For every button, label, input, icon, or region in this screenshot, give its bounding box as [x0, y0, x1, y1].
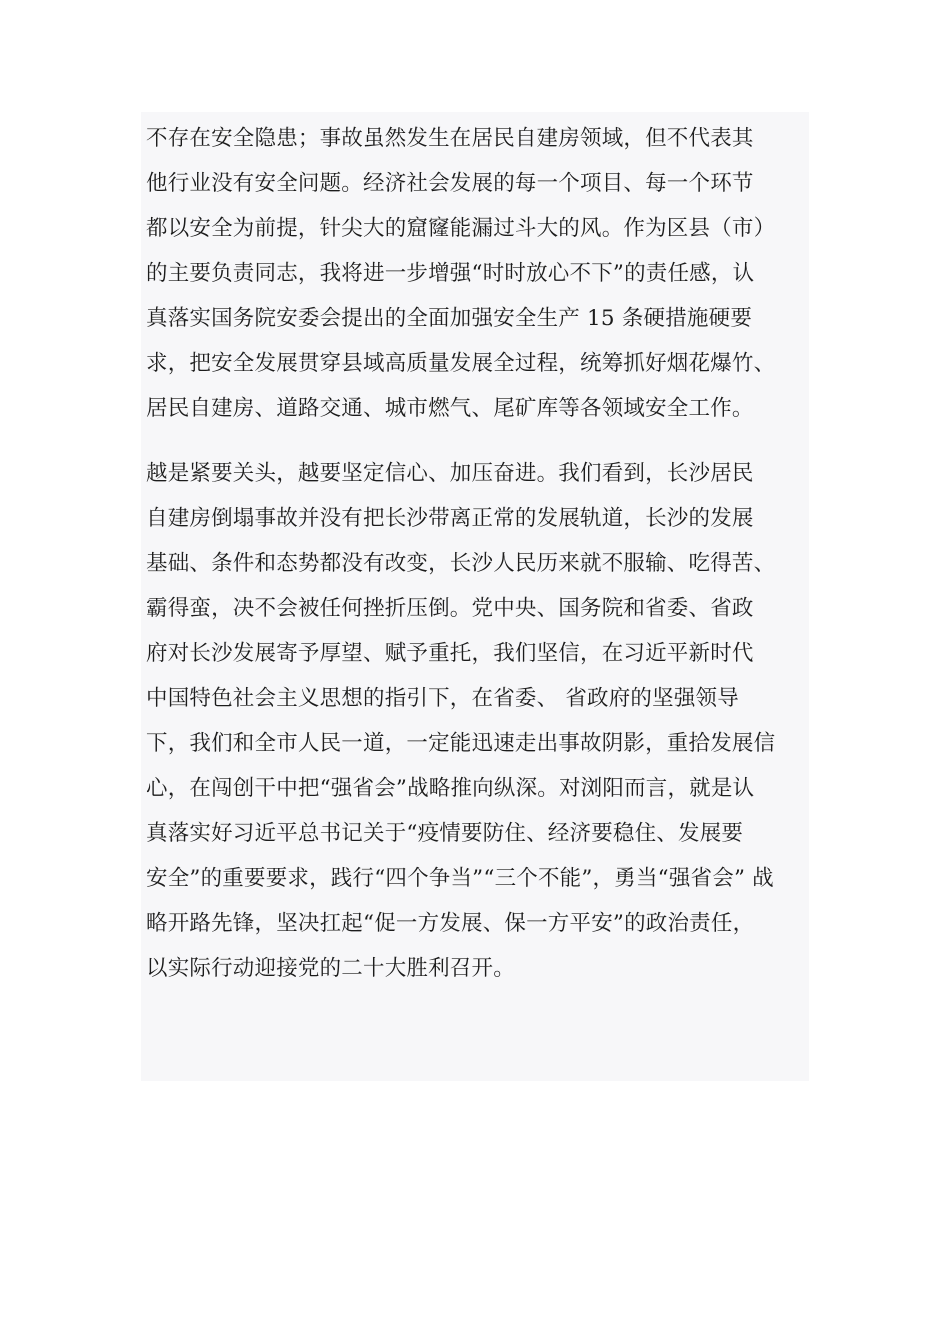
paragraph-1-line-6: 求，把安全发展贯穿县域高质量发展全过程，统筹抓好烟花爆竹、	[146, 351, 776, 376]
paragraph-1-line-1: 不存在安全隐患；事故虽然发生在居民自建房领域，但不代表其	[146, 126, 754, 151]
paragraph-2-line-7: 下，我们和全市人民一道，一定能迅速走出事故阴影，重拾发展信	[146, 731, 776, 756]
document-text-block	[141, 112, 809, 1081]
paragraph-1-line-7: 居民自建房、道路交通、城市燃气、尾矿库等各领域安全工作。	[146, 396, 754, 421]
paragraph-2-line-2: 自建房倒塌事故并没有把长沙带离正常的发展轨道，长沙的发展	[146, 506, 754, 531]
paragraph-1-line-2: 他行业没有安全问题。经济社会发展的每一个项目、每一个环节	[146, 171, 754, 196]
paragraph-1-line-4: 的主要负责同志，我将进一步增强“时时放心不下”的责任感，认	[146, 261, 755, 286]
paragraph-2-line-5: 府对长沙发展寄予厚望、赋予重托，我们坚信，在习近平新时代	[146, 641, 754, 666]
paragraph-2-line-11: 略开路先锋，坚决扛起“促一方发展、保一方平安”的政治责任，	[146, 911, 755, 936]
paragraph-2-line-6: 中国特色社会主义思想的指引下，在省委、 省政府的坚强领导	[146, 686, 739, 711]
paragraph-2-line-12: 以实际行动迎接党的二十大胜利召开。	[146, 956, 515, 981]
paragraph-2-line-1: 越是紧要关头，越要坚定信心、加压奋进。我们看到，长沙居民	[146, 461, 754, 486]
paragraph-2-line-3: 基础、条件和态势都没有改变，长沙人民历来就不服输、吃得苦、	[146, 551, 776, 576]
paragraph-2-line-10: 安全”的重要要求，践行“四个争当”“三个不能”，勇当“强省会” 战	[146, 866, 774, 891]
paragraph-1-line-5: 真落实国务院安委会提出的全面加强安全生产 15 条硬措施硬要	[146, 306, 753, 331]
paragraph-2-line-8: 心，在闯创干中把“强省会”战略推向纵深。对浏阳而言，就是认	[146, 776, 755, 801]
paragraph-2-line-9: 真落实好习近平总书记关于“疫情要防住、经济要稳住、发展要	[146, 821, 744, 846]
paragraph-2-line-4: 霸得蛮，决不会被任何挫折压倒。党中央、国务院和省委、省政	[146, 596, 754, 621]
paragraph-1-line-3: 都以安全为前提，针尖大的窟窿能漏过斗大的风。作为区县（市）	[146, 216, 776, 241]
